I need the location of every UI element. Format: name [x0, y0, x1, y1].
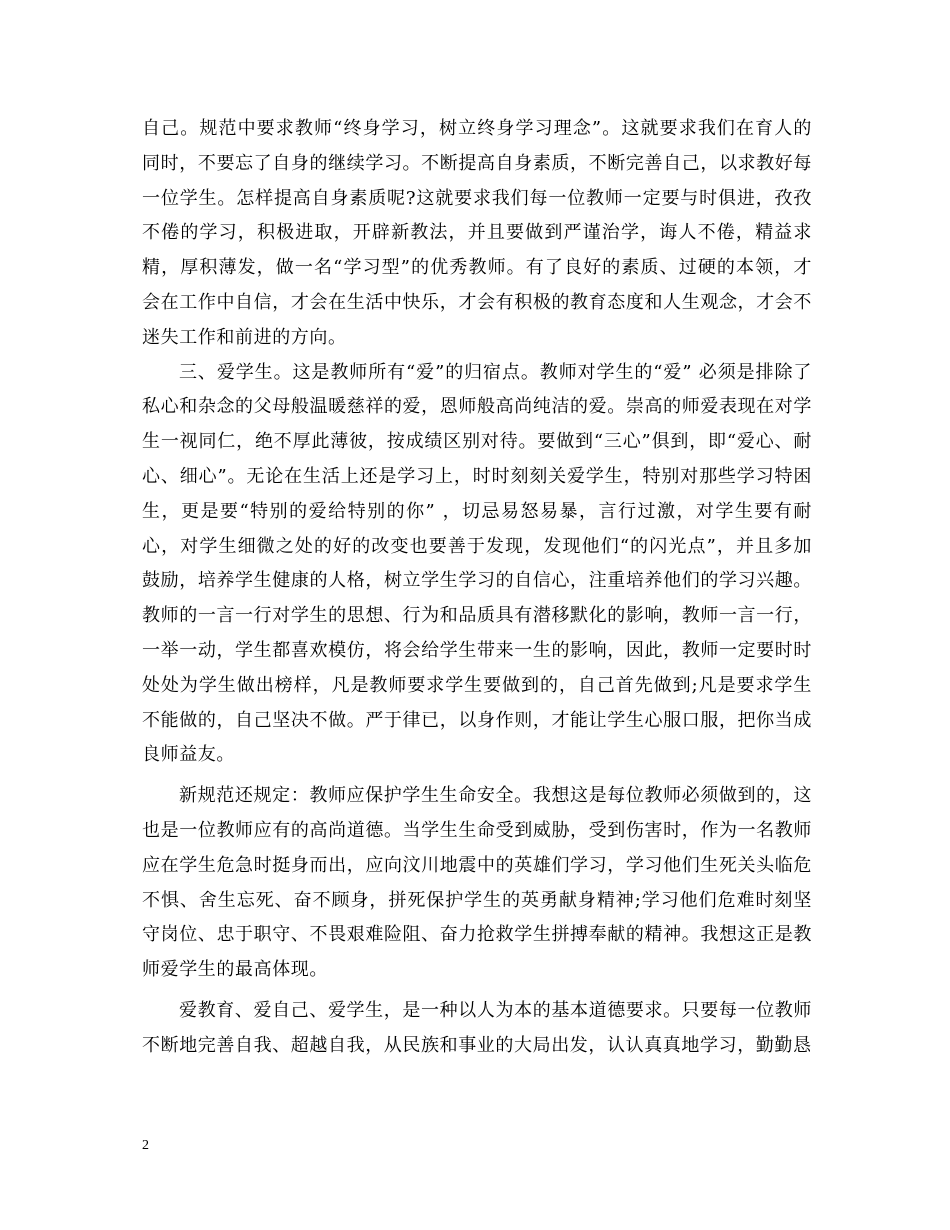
paragraph-conclusion: 爱教育、爱自己、爱学生，是一种以人为本的基本道德要求。只要每一位教师不断地完善自我、超越自我，从民族和事业的大局出发，认认真真地学习，勤勤恳 [142, 999, 812, 1056]
paragraph-continuation: 自己。规范中要求教师“终身学习，树立终身学习理念”。这就要求我们在育人的同时，不要忘了自身的继续学习。不断提高自身素质，不断完善自己，以求教好每一位学生。怎样提高自身素质呢?这就要求我们每一位教师一定要与时俱进，孜孜不倦的学习，积极进取，开辟新教法，并且要做到严谨治学，诲人不倦，精益求精，厚积薄发，做一名“学习型”的优秀教师。有了良好的素质、过硬的本领，才会在工作中自信，才会在生活中快乐，才会有积极的教育态度和人生观念，才会不迷失工作和前进的方向。 [142, 118, 812, 348]
page-content [142, 112, 812, 1064]
page-number: 2 [142, 1138, 149, 1153]
paragraph-love-students: 三、爱学生。这是教师所有“爱”的归宿点。教师对学生的“爱” 必须是排除了私心和杂念的父母般温暖慈祥的爱，恩师般高尚纯洁的爱。崇高的师爱表现在对学生一视同仁，绝不厚此薄彼，按成绩区别对待。要做到“三心”俱到，即“爱心、耐心、细心”。无论在生活上还是学习上，时时刻刻关爱学生，特别对那些学习特困生，更是要“特别的爱给特别的你” ，切忌易怒易暴，言行过激，对学生要有耐心，对学生细微之处的好的改变也要善于发现，发现他们“的闪光点”，并且多加鼓励，培养学生健康的人格，树立学生学习的自信心，注重培养他们的学习兴趣。教师的一言一行对学生的思想、行为和品质具有潜移默化的影响，教师一言一行，一举一动，学生都喜欢模仿，将会给学生带来一生的影响，因此，教师一定要时时处处为学生做出榜样，凡是教师要求学生要做到的，自己首先做到;凡是要求学生不能做的，自己坚决不做。严于律已，以身作则，才能让学生心服口服，把你当成良师益友。 [142, 361, 812, 766]
paragraph-student-safety: 新规范还规定：教师应保护学生生命安全。我想这是每位教师必须做到的，这也是一位教师应有的高尚道德。当学生生命受到威胁，受到伤害时，作为一名教师应在学生危急时挺身而出，应向汶川地震中的英雄们学习，学习他们生死关头临危不惧、舍生忘死、奋不顾身，拼死保护学生的英勇献身精神;学习他们危难时刻坚守岗位、忠于职守、不畏艰难险阻、奋力抢救学生拼搏奉献的精神。我想这正是教师爱学生的最高体现。 [142, 785, 812, 981]
